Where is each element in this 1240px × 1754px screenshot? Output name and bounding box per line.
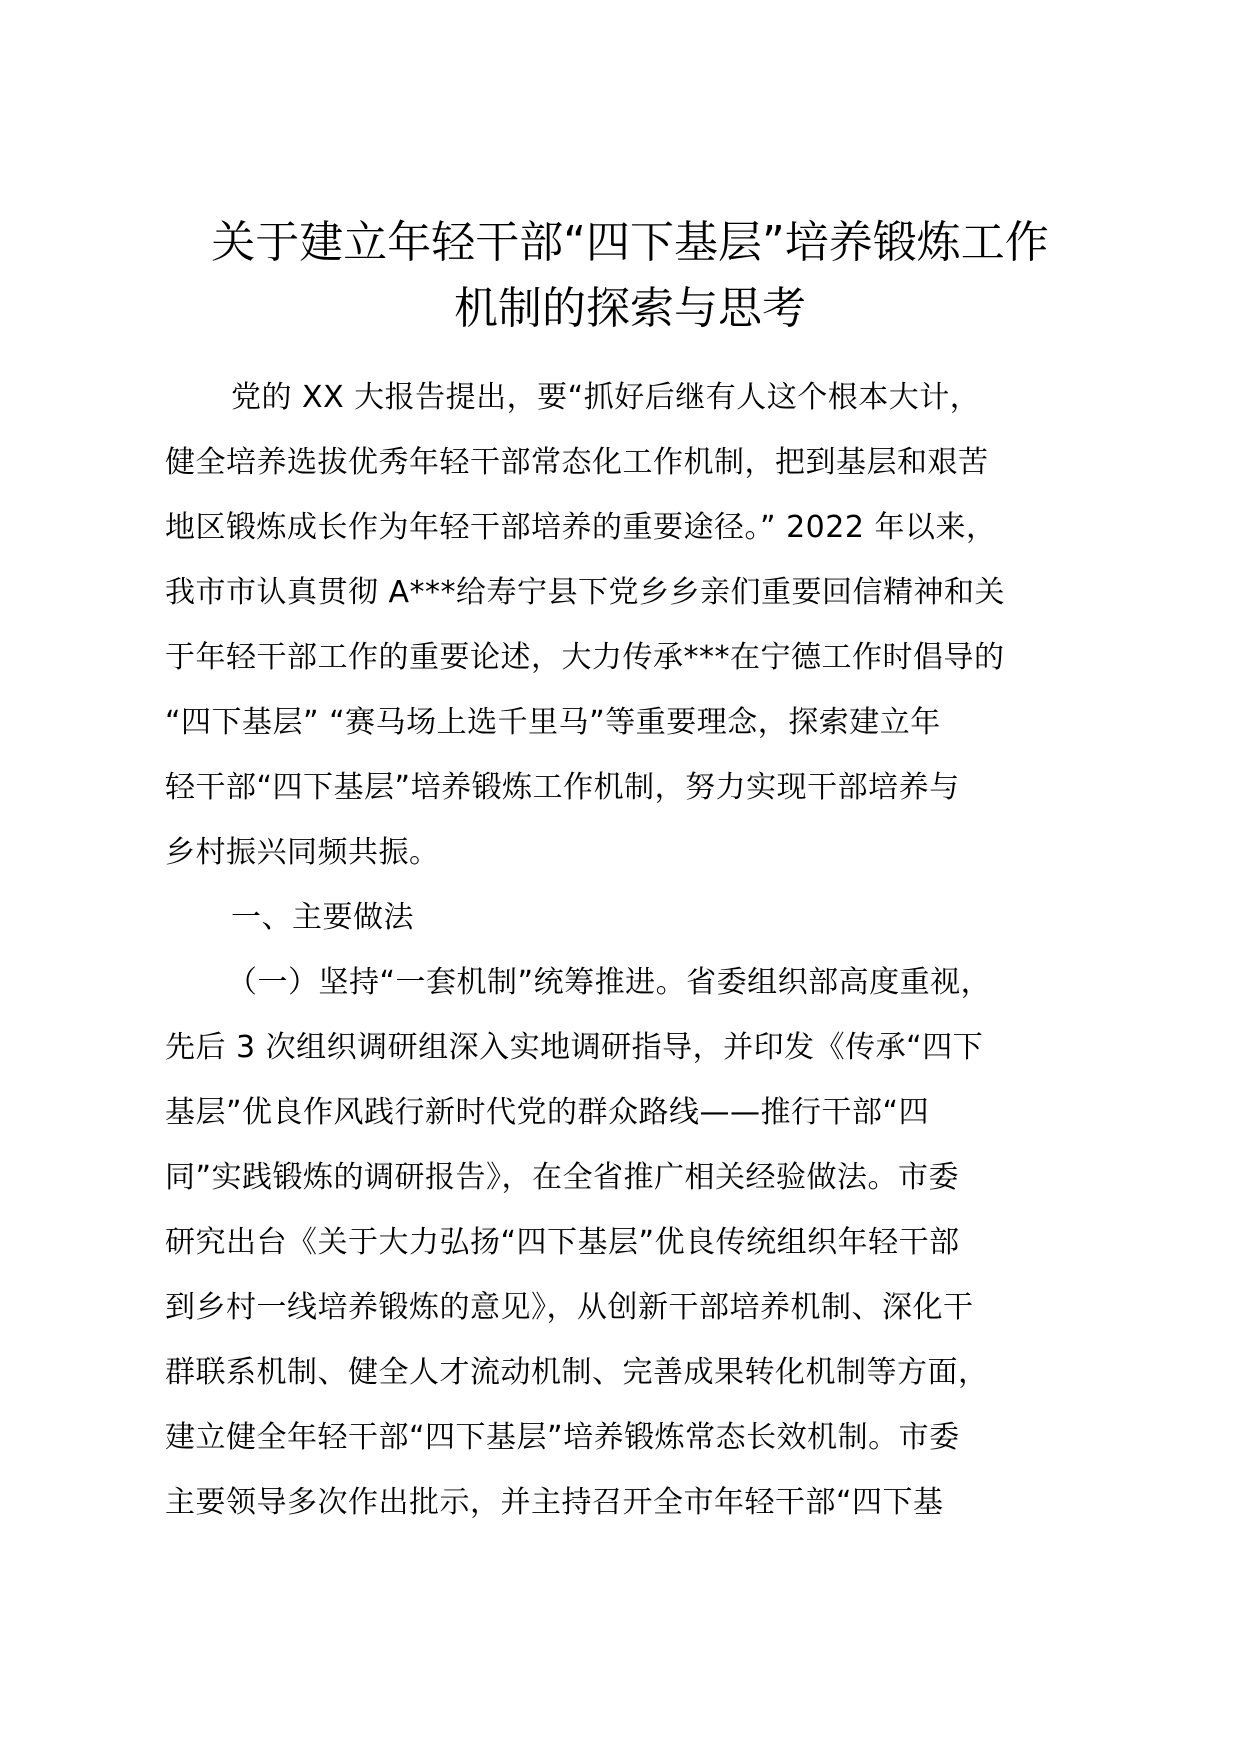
document-title [150, 210, 1110, 342]
paragraph-line: 研究出台《关于大力弘扬“四下基层”优良传统组织年轻干部 [165, 1225, 960, 1260]
document-body [165, 365, 1125, 1535]
paragraph-line: 主要领导多次作出批示，并主持召开全市年轻干部“四下基 [165, 1485, 944, 1520]
paragraph-line: 轻干部“四下基层”培养锻炼工作机制，努力实现干部培养与 [165, 770, 960, 805]
title-line-1: 关于建立年轻干部“四下基层”培养锻炼工作 [211, 217, 1049, 268]
paragraph-line: 党的 XX 大报告提出，要“抓好后继有人这个根本大计， [231, 380, 981, 415]
paragraph-line: 于年轻干部工作的重要论述，大力传承***在宁德工作时倡导的 [165, 640, 1005, 675]
paragraph-line: （一）坚持“一套机制”统筹推进。省委组织部高度重视， [227, 965, 992, 1000]
paragraph-line: 基层”优良作风践行新时代党的群众路线——推行干部“四 [165, 1095, 930, 1130]
paragraph-line: 乡村振兴同频共振。 [165, 835, 440, 870]
paragraph-line: 同”实践锻炼的调研报告》，在全省推广相关经验做法。市委 [165, 1160, 960, 1195]
title-line-2: 机制的探索与思考 [454, 283, 806, 334]
paragraph-line: 先后 3 次组织调研组深入实地调研指导，并印发《传承“四下 [165, 1030, 984, 1065]
paragraph-line: 我市市认真贯彻 A***给寿宁县下党乡乡亲们重要回信精神和关 [165, 575, 1006, 610]
paragraph-line: “四下基层” “赛马场上选千里马”等重要理念，探索建立年 [165, 705, 941, 740]
section-heading: 一、主要做法 [231, 900, 414, 935]
paragraph-line: 到乡村一线培养锻炼的意见》，从创新干部培养机制、深化干 [165, 1290, 974, 1325]
paragraph-line: 群联系机制、健全人才流动机制、完善成果转化机制等方面， [165, 1355, 989, 1390]
paragraph-line: 建立健全年轻干部“四下基层”培养锻炼常态长效机制。市委 [165, 1420, 960, 1455]
paragraph-line: 地区锻炼成长作为年轻干部培养的重要途径。” 2022 年以来， [165, 510, 997, 545]
paragraph-line: 健全培养选拔优秀年轻干部常态化工作机制，把到基层和艰苦 [165, 445, 989, 480]
